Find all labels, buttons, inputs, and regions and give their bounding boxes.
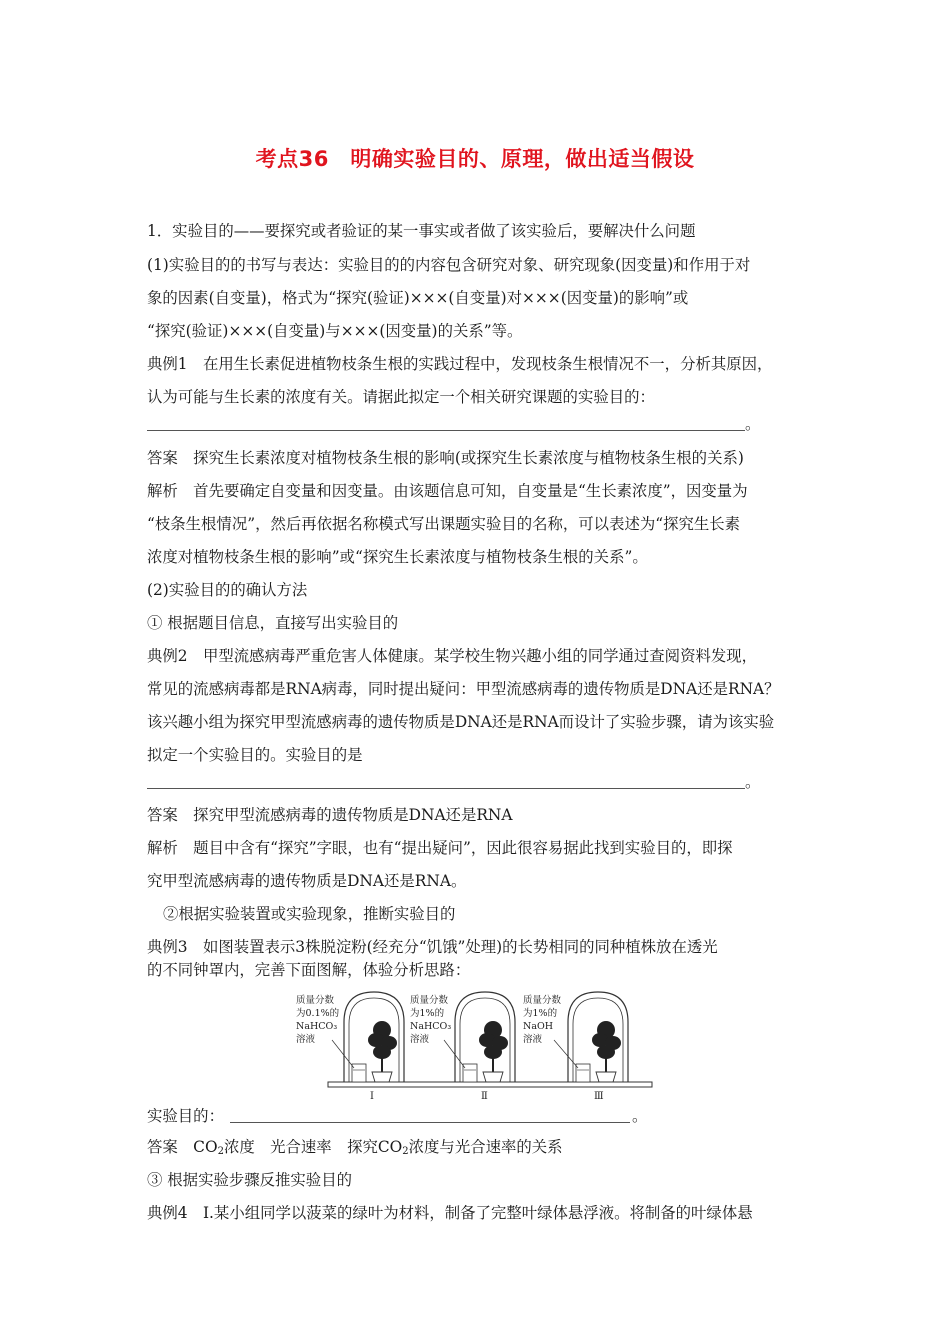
- text-line: 浓度对植物枝条生根的影响”或“探究生长素浓度与植物枝条生根的关系”。: [147, 548, 648, 566]
- bell-2-label-line: NaHCO₃: [410, 1021, 452, 1032]
- bell-3-label-line: 质量分数: [523, 995, 562, 1006]
- subscript: 2: [217, 1146, 224, 1157]
- bell-3-numeral: Ⅲ: [594, 1091, 604, 1102]
- beaker-icon: [352, 1064, 366, 1082]
- example-2-analysis: 解析 题目中含有“探究”字眼，也有“提出疑问”，因此很容易据此找到实验目的，即探: [147, 839, 733, 857]
- bell-2-label-line: 溶液: [410, 1034, 430, 1045]
- text-line: “枝条生根情况”，然后再依据名称模式写出课题实验目的名称，可以表述为“探究生长素: [147, 515, 741, 533]
- answer-blank-1[interactable]: [147, 414, 761, 434]
- bell-1-label-line: 质量分数: [296, 995, 335, 1006]
- example-1-question: 典例1 在用生长素促进植物枝条生根的实践过程中，发现枝条生根情况不一，分析其原因，: [147, 355, 773, 373]
- blank-period: 。: [632, 1107, 648, 1125]
- blank-period: 。: [745, 773, 761, 791]
- example-2-question: 典例2 甲型流感病毒严重危害人体健康。某学校生物兴趣小组的同学通过查阅资料发现，: [147, 647, 758, 665]
- example-1-answer: 答案 探究生长素浓度对植物枝条生根的影响(或探究生长素浓度与植物枝条生根的关系): [147, 449, 744, 467]
- method-2-heading: ②根据实验装置或实验现象，推断实验目的: [163, 905, 456, 923]
- text-line: 常见的流感病毒都是RNA病毒，同时提出疑问：甲型流感病毒的遗传物质是DNA还是RNA？: [147, 680, 780, 698]
- blank-underline: [147, 430, 745, 431]
- bell-jar-2: [455, 992, 515, 1082]
- example-3-question: 典例3 如图装置表示3株脱淀粉(经充分“饥饿”处理)的长势相同的同种植株放在透光: [147, 938, 718, 956]
- example-4-question: 典例4 Ⅰ.某小组同学以菠菜的绿叶为材料，制备了完整叶绿体悬浮液。将制备的叶绿体悬: [147, 1204, 753, 1222]
- bell-3-label-line: 溶液: [523, 1034, 543, 1045]
- bell-1-numeral: Ⅰ: [370, 1091, 374, 1102]
- bell-2-label-line: 为1%的: [410, 1008, 445, 1019]
- subscript: 2: [402, 1146, 409, 1157]
- bell-2-numeral: Ⅱ: [481, 1091, 488, 1102]
- bell-2-label-line: 质量分数: [410, 995, 449, 1006]
- text-line: 认为可能与生长素的浓度有关。请据此拟定一个相关研究课题的实验目的：: [147, 388, 655, 406]
- text-line: 拟定一个实验目的。实验目的是: [147, 746, 363, 764]
- page-title: 考点36 明确实验目的、原理，做出适当假设: [255, 147, 695, 171]
- purpose-label: 实验目的：: [147, 1107, 224, 1125]
- answer-prefix: 答案 CO: [147, 1138, 218, 1156]
- bell-3-label-line: 为1%的: [523, 1008, 558, 1019]
- text-line: 该兴趣小组为探究甲型流感病毒的遗传物质是DNA还是RNA而设计了实验步骤，请为该实验: [147, 713, 775, 731]
- text-line: 1．实验目的——要探究或者验证的某一事实或者做了该实验后，要解决什么问题: [147, 222, 696, 240]
- text-line: 象的因素(自变量)，格式为“探究(验证)×××(自变量)对×××(因变量)的影响”或: [147, 289, 689, 307]
- bell-1-label-line: 为0.1%的: [296, 1008, 340, 1019]
- beaker-icon: [463, 1064, 477, 1082]
- text-line: (1)实验目的的书写与表达：实验目的的内容包含研究对象、研究现象(因变量)和作用于对: [147, 256, 751, 274]
- example-3-answer: [147, 1137, 817, 1162]
- stand-base: [328, 1082, 652, 1087]
- answer-mid: 浓度 光合速率 探究CO: [223, 1138, 403, 1156]
- beaker-icon: [576, 1064, 590, 1082]
- plant-icon: [592, 1021, 621, 1082]
- method-1-heading: ① 根据题目信息，直接写出实验目的: [147, 614, 399, 632]
- blank-period: 。: [745, 415, 761, 433]
- blank-underline: [230, 1122, 630, 1123]
- bell-jar-3: [568, 992, 628, 1082]
- plant-icon: [368, 1021, 397, 1082]
- plant-icon: [479, 1021, 508, 1082]
- bell-jar-diagram: [292, 988, 654, 1103]
- method-3-heading: ③ 根据实验步骤反推实验目的: [147, 1171, 352, 1189]
- blank-underline: [147, 788, 745, 789]
- text-line: 究甲型流感病毒的遗传物质是DNA还是RNA。: [147, 872, 467, 890]
- example-1-analysis: 解析 首先要确定自变量和因变量。由该题信息可知，自变量是“生长素浓度”，因变量为: [147, 482, 748, 500]
- answer-blank-2[interactable]: [147, 772, 761, 792]
- bell-3-label-line: NaOH: [523, 1021, 554, 1032]
- text-line: 的不同钟罩内，完善下面图解，体验分析思路：: [147, 961, 471, 979]
- bell-1-label-line: NaHCO₃: [296, 1021, 338, 1032]
- example-2-answer: 答案 探究甲型流感病毒的遗传物质是DNA还是RNA: [147, 806, 513, 824]
- answer-blank-3[interactable]: [230, 1106, 650, 1126]
- section-heading: (2)实验目的的确认方法: [147, 581, 308, 599]
- bell-1-label-line: 溶液: [296, 1034, 316, 1045]
- bell-jar-1: [344, 992, 404, 1082]
- bell-jar-figure: [292, 988, 654, 1103]
- answer-suffix: 浓度与光合速率的关系: [408, 1138, 563, 1156]
- text-line: “探究(验证)×××(自变量)与×××(因变量)的关系”等。: [147, 322, 523, 340]
